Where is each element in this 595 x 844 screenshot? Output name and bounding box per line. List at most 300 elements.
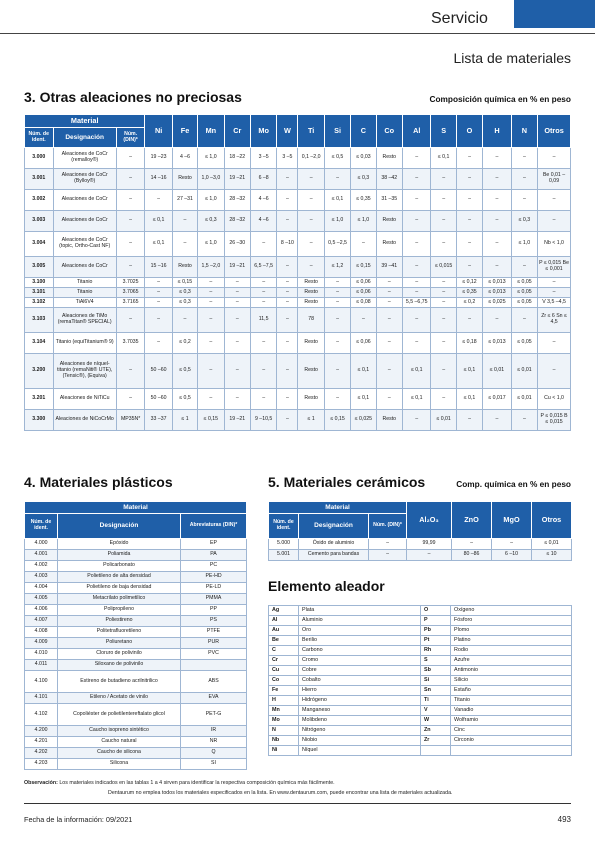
c-cell: ≤ 1,0 [351,211,376,232]
designation-cell: Aleaciones de CoCr (topic, Ortho-Cast NF) [53,232,116,257]
n-cell: ≤ 0,01 [511,389,537,410]
element-symbol: Co [269,676,299,686]
h-cell: – [483,257,512,278]
h-cell: – [483,190,512,211]
element-name: Berilio [299,636,421,646]
co-cell: – [376,389,402,410]
mn-cell: – [198,298,224,308]
ti-cell: 0,1 –2,0 [298,148,324,169]
w-cell: – [277,333,298,354]
otros-cell: – [538,148,571,169]
fe-cell: 27 –31 [172,190,197,211]
ni-cell: – [145,298,172,308]
c-cell: ≤ 0,15 [351,257,376,278]
ident-cell: 3.300 [25,410,54,431]
abbr-cell: PET-G [181,704,247,726]
col-abbr: Abreviaturas (DIN)* [181,514,247,539]
element-symbol: Zr [421,736,451,746]
table-row [269,666,572,676]
w-cell: 3 –5 [277,148,298,169]
col-n: N [511,115,537,148]
designation-cell: Poliamida [58,550,181,561]
co-cell: – [376,288,402,298]
col-al: Al [402,115,431,148]
element-symbol: Pt [421,636,451,646]
otros-cell: Nb < 1,0 [538,232,571,257]
footer-divider [24,803,571,804]
ident-cell: 4.000 [25,539,58,550]
element-name: Níquel [299,746,421,756]
designation-cell: Caucho de silicona [58,748,181,759]
si-cell: 0,5 –2,5 [324,232,350,257]
co-cell: Resto [376,148,402,169]
element-name: Aluminio [299,616,421,626]
element-symbol: Mo [269,716,299,726]
element-name: Platino [451,636,572,646]
h-cell: ≤ 0,025 [483,298,512,308]
ident-cell: 3.005 [25,257,54,278]
observation-line-2: Dentaurum no emplea todos los materiales especificados en la lista. En www.dentaurum.com, puede encontrar una lista de materiales actualizada. [108,790,453,796]
co-cell: – [376,278,402,288]
ident-cell: 5.001 [269,550,299,561]
element-symbol: Ni [269,746,299,756]
info-date: Fecha de la información: 09/2021 [24,815,133,824]
section-3-heading: 3. Otras aleaciones no preciosas [24,89,242,105]
ti-cell: Resto [298,278,324,288]
element-symbol: V [421,706,451,716]
abbr-cell: PTFE [181,627,247,638]
si-cell: – [324,389,350,410]
page-subtitle: Lista de materiales [453,50,571,66]
mo-cell: – [250,288,276,298]
fe-cell: ≤ 0,3 [172,288,197,298]
fe-cell: ≤ 0,3 [172,298,197,308]
table-row [25,627,247,638]
otros-cell: P ≤ 0,015 B ≤ 0,015 [538,410,571,431]
element-symbol: Sn [421,686,451,696]
material-group-header: Material [269,502,407,514]
designation-cell: Polipropileno [58,605,181,616]
si-cell: ≤ 0,5 [324,148,350,169]
ident-cell: 3.100 [25,278,54,288]
designation-cell: Aleaciones de NiCoCrMo [53,410,116,431]
col-co: Co [376,115,402,148]
table-row [25,288,571,298]
w-cell: – [277,211,298,232]
otros-cell: – [538,211,571,232]
observation-note [24,778,584,798]
ident-cell: 3.200 [25,354,54,389]
otros-cell: P ≤ 0,015 Be ≤ 0,001 [538,257,571,278]
fe-cell: 4 –6 [172,148,197,169]
otros-cell: Cu < 1,0 [538,389,571,410]
ident-cell: 4.004 [25,583,58,594]
table-row [25,616,247,627]
ident-cell: 3.104 [25,333,54,354]
mn-cell: ≤ 0,15 [198,410,224,431]
table-row [25,704,247,726]
w-cell: – [277,288,298,298]
section-4-heading: 4. Materiales plásticos [24,474,173,490]
ti-cell: 78 [298,308,324,333]
element-symbol: P [421,616,451,626]
cr-cell: 28 –32 [224,211,250,232]
table-row [25,190,571,211]
element-name: Oxígeno [451,606,572,616]
table-row [25,308,571,333]
si-cell: – [324,333,350,354]
col-designation: Designación [53,128,116,148]
ident-cell: 3.004 [25,232,54,257]
designation-cell: Polietileno de baja densidad [58,583,181,594]
al-cell: – [402,288,431,298]
h-cell: – [483,232,512,257]
ni-cell: 15 –16 [145,257,172,278]
other-alloys-table [24,114,571,431]
co-cell: Resto [376,410,402,431]
o-cell: – [456,257,482,278]
c-cell: ≤ 0,06 [351,288,376,298]
designation-cell: TiAl6V4 [53,298,116,308]
abbr-cell: SI [181,759,247,770]
ident-cell: 3.201 [25,389,54,410]
c-cell: – [351,308,376,333]
element-symbol [421,746,451,756]
din-cell: 3.7165 [116,298,145,308]
mo-cell: – [250,354,276,389]
mgo-cell: 6 –10 [492,550,532,561]
alloying-elements-table [268,605,572,756]
co-cell: – [376,308,402,333]
co-cell: Resto [376,232,402,257]
al-cell: 5,5 –6,75 [402,298,431,308]
s-cell: – [431,308,456,333]
mn-cell: – [198,288,224,298]
o-cell: – [456,169,482,190]
ident-cell: 4.006 [25,605,58,616]
din-cell: – [116,232,145,257]
col-mgo: MgO [492,502,532,539]
designation-cell: Siloxano de polivinilo [58,660,181,671]
designation-cell: Aleaciones de NiTiCu [53,389,116,410]
designation-cell: Titanio [53,288,116,298]
material-group-header: Material [25,502,247,514]
fe-cell: ≤ 0,15 [172,278,197,288]
cr-cell: – [224,389,250,410]
al2o3-cell: 99,99 [407,539,452,550]
designation-cell: Policarbonato [58,561,181,572]
c-cell: ≤ 0,03 [351,148,376,169]
n-cell: ≤ 1,0 [511,232,537,257]
element-name: Hierro [299,686,421,696]
zno-cell: 80 –86 [452,550,492,561]
table-row [25,550,247,561]
din-cell: – [116,169,145,190]
element-symbol: Si [421,676,451,686]
si-cell: – [324,288,350,298]
din-cell: – [116,389,145,410]
o-cell: ≤ 0,12 [456,278,482,288]
ti-cell: – [298,211,324,232]
n-cell: – [511,410,537,431]
abbr-cell: IR [181,726,247,737]
ti-cell: Resto [298,288,324,298]
element-symbol: Al [269,616,299,626]
table-row [25,594,247,605]
designation-cell: Politetrafluoretileno [58,627,181,638]
ident-cell: 4.008 [25,627,58,638]
mo-cell: 9 –10,5 [250,410,276,431]
o-cell: ≤ 0,1 [456,389,482,410]
element-symbol: W [421,716,451,726]
table-row [25,232,571,257]
designation-cell: Epóxido [58,539,181,550]
col-otros: Otros [532,502,572,539]
din-cell: – [116,354,145,389]
table-row [269,736,572,746]
designation-cell: Titanio [53,278,116,288]
zno-cell: – [452,539,492,550]
din-cell: – [116,257,145,278]
ni-cell: – [145,288,172,298]
mo-cell: 4 –6 [250,211,276,232]
mn-cell: ≤ 1,0 [198,232,224,257]
ni-cell: 14 –16 [145,169,172,190]
otros-cell: – [538,278,571,288]
n-cell: – [511,190,537,211]
din-cell: 3.7035 [116,333,145,354]
s-cell: ≤ 0,015 [431,257,456,278]
designation-cell: Copoliéster de polietilentereftalato glicol [58,704,181,726]
table-row [25,169,571,190]
designation-cell: Polietileno de alta densidad [58,572,181,583]
n-cell: ≤ 0,3 [511,211,537,232]
mn-cell: ≤ 0,3 [198,211,224,232]
element-name: Titanio [451,696,572,706]
ident-cell: 4.002 [25,561,58,572]
col-ni: Ni [145,115,172,148]
element-name: Wolframio [451,716,572,726]
o-cell: – [456,308,482,333]
si-cell: – [324,278,350,288]
si-cell: – [324,169,350,190]
table-row [25,638,247,649]
mn-cell: 1,0 –3,0 [198,169,224,190]
o-cell: – [456,232,482,257]
otros-cell: V 3,5 –4,5 [538,298,571,308]
o-cell: ≤ 0,2 [456,298,482,308]
col-o: O [456,115,482,148]
w-cell: – [277,410,298,431]
element-symbol: H [269,696,299,706]
si-cell: ≤ 1,2 [324,257,350,278]
designation-cell: Poliestireno [58,616,181,627]
material-group-header: Material [25,115,145,128]
mo-cell: 3 –5 [250,148,276,169]
col-din: Núm. (DIN)* [116,128,145,148]
ident-cell: 4.011 [25,660,58,671]
designation-cell: Caucho natural [58,737,181,748]
fe-cell: – [172,308,197,333]
table-row [269,616,572,626]
ti-cell: ≤ 1 [298,410,324,431]
s-cell: ≤ 0,01 [431,410,456,431]
col-s: S [431,115,456,148]
ni-cell: – [145,333,172,354]
h-cell: – [483,211,512,232]
mn-cell: – [198,333,224,354]
mo-cell: – [250,333,276,354]
c-cell: ≤ 0,1 [351,354,376,389]
abbr-cell [181,660,247,671]
element-symbol: Be [269,636,299,646]
w-cell: – [277,298,298,308]
h-cell: ≤ 0,01 [483,354,512,389]
ident-cell: 3.103 [25,308,54,333]
col-fe: Fe [172,115,197,148]
ni-cell: 50 –60 [145,389,172,410]
table-row [25,410,571,431]
designation-cell: Titanio (equiTitanium® 9) [53,333,116,354]
w-cell: – [277,354,298,389]
o-cell: – [456,410,482,431]
section-5-heading: 5. Materiales cerámicos [268,474,426,490]
col-mn: Mn [198,115,224,148]
si-cell: – [324,308,350,333]
designation-cell: Óxido de aluminio [299,539,369,550]
element-name: Antimonio [451,666,572,676]
ident-cell: 4.009 [25,638,58,649]
din-cell: – [116,211,145,232]
table-row [25,583,247,594]
table-row [269,746,572,756]
table-row [25,211,571,232]
cr-cell: 19 –21 [224,169,250,190]
o-cell: – [456,148,482,169]
element-name: Plomo [451,626,572,636]
n-cell: – [511,308,537,333]
o-cell: – [456,190,482,211]
w-cell: – [277,278,298,288]
otros-cell: – [538,190,571,211]
fe-cell: – [172,232,197,257]
n-cell: ≤ 0,05 [511,333,537,354]
table-row [25,389,571,410]
element-symbol: C [269,646,299,656]
col-designation: Designación [299,514,369,539]
table-row [25,660,247,671]
table-row [25,354,571,389]
s-cell: – [431,169,456,190]
cr-cell: 28 –32 [224,190,250,211]
table-row [269,539,572,550]
plastics-table [24,501,247,770]
ti-cell: – [298,257,324,278]
ident-cell: 4.101 [25,693,58,704]
c-cell: ≤ 0,06 [351,278,376,288]
ident-cell: 3.101 [25,288,54,298]
ident-cell: 4.203 [25,759,58,770]
element-name: Carbono [299,646,421,656]
element-name: Hidrógeno [299,696,421,706]
co-cell: – [376,354,402,389]
element-symbol: Cu [269,666,299,676]
otros-cell: ≤ 10 [532,550,572,561]
abbr-cell: PE-LD [181,583,247,594]
fe-cell: – [172,211,197,232]
designation-cell: Silicona [58,759,181,770]
din-cell: – [369,550,407,561]
page-number: 493 [557,815,571,824]
al-cell: – [402,169,431,190]
al-cell: – [402,308,431,333]
al-cell: – [402,148,431,169]
designation-cell: Aleaciones de CoCr (remalloy®) [53,148,116,169]
s-cell: – [431,211,456,232]
cr-cell: 19 –21 [224,257,250,278]
designation-cell: Aleaciones de CoCr (Bylloy®) [53,169,116,190]
col-ti: Ti [298,115,324,148]
mgo-cell: – [492,539,532,550]
ti-cell: Resto [298,354,324,389]
h-cell: ≤ 0,013 [483,278,512,288]
al-cell: – [402,410,431,431]
h-cell: ≤ 0,013 [483,288,512,298]
h-cell: – [483,169,512,190]
n-cell: – [511,257,537,278]
mo-cell: – [250,389,276,410]
mo-cell: – [250,278,276,288]
table-row [25,561,247,572]
element-symbol: Rh [421,646,451,656]
otros-cell: Be 0,01 –0,09 [538,169,571,190]
mn-cell: ≤ 1,0 [198,148,224,169]
mn-cell: – [198,389,224,410]
designation-cell: Aleaciones de níquel-titanio (remaNiti® UTE), (Tensic®), (Equiva) [53,354,116,389]
al-cell: – [402,278,431,288]
w-cell: – [277,257,298,278]
brand-color-block [514,0,595,28]
designation-cell: Cloruro de polivinilo [58,649,181,660]
cr-cell: 26 –30 [224,232,250,257]
designation-cell: Metacrilato polimetilico [58,594,181,605]
table-row [269,626,572,636]
observation-label: Observación: [24,780,58,786]
n-cell: ≤ 0,05 [511,298,537,308]
ti-cell: Resto [298,333,324,354]
table-row [269,646,572,656]
h-cell: – [483,308,512,333]
designation-cell: Aleaciones de TiMo (remaTitan® SPECIAL) [53,308,116,333]
h-cell: ≤ 0,013 [483,333,512,354]
s-cell: – [431,354,456,389]
element-name: Niobio [299,736,421,746]
o-cell: ≤ 0,1 [456,354,482,389]
fe-cell: ≤ 0,5 [172,354,197,389]
element-name: Cobalto [299,676,421,686]
otros-cell: – [538,288,571,298]
element-symbol: Ag [269,606,299,616]
mo-cell: 6,5 –7,5 [250,257,276,278]
element-name: Vanadio [451,706,572,716]
cr-cell: – [224,333,250,354]
table-row [25,759,247,770]
abbr-cell: EP [181,539,247,550]
table-row [25,298,571,308]
element-name: Rodio [451,646,572,656]
abbr-cell: PVC [181,649,247,660]
din-cell: – [116,190,145,211]
